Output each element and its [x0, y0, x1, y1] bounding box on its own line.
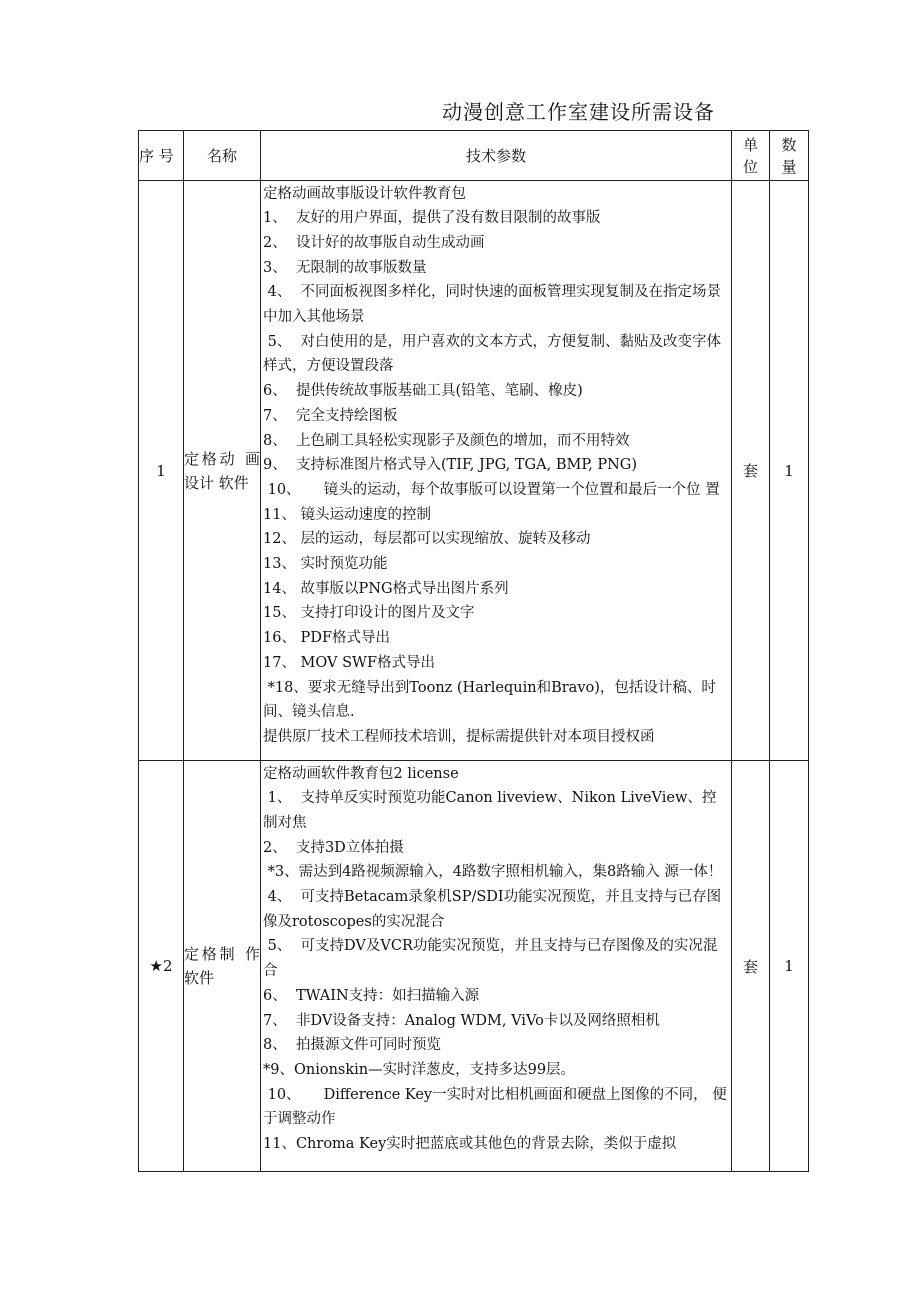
spec-line: 4、 不同面板视图多样化，同时快速的面板管理实现复制及在指定场景中加入其他场景 — [263, 284, 722, 326]
spec-line: 1、 友好的用户界面，提供了没有数目限制的故事版 — [263, 210, 601, 227]
spec-line: 2、 支持3D立体拍摄 — [263, 839, 404, 856]
spec-line: *18、要求无缝导出到Toonz (Harlequin和Bravo)，包括设计稿、时间、镜头信息. — [263, 679, 716, 721]
header-unit: 单 位 — [732, 131, 770, 181]
spec-line: *9、Onionskin—实时洋葱皮，支持多达99层。 — [263, 1061, 576, 1078]
spec-line: 定格动画软件教育包2 license — [263, 765, 459, 782]
spec-text-block — [261, 182, 731, 760]
row-unit: 套 — [732, 181, 770, 761]
spec-line: 2、 设计好的故事版自动生成动画 — [263, 234, 485, 251]
row-index: 1 — [139, 181, 184, 761]
spec-line: 12、 层的运动，每层都可以实现缩放、旋转及移动 — [263, 531, 591, 548]
row-spec — [261, 181, 732, 761]
spec-line: 9、 支持标准图片格式导入(TIF, JPG, TGA, BMP, PNG) — [263, 457, 638, 474]
spec-line: 6、 提供传统故事版基础工具(铅笔、笔刷、橡皮) — [263, 383, 583, 400]
spec-line: 3、 无限制的故事版数量 — [263, 259, 427, 276]
spec-line: 1、 支持单反实时预览功能Canon liveview、Nikon LiveView、控制对焦 — [263, 790, 717, 831]
header-qty: 数 量 — [770, 131, 809, 181]
header-name: 名称 — [184, 131, 261, 181]
spec-line: 14、 故事版以PNG格式导出图片系列 — [263, 580, 509, 597]
row-name: 定格动 画设计 软件 — [184, 181, 261, 761]
row-qty: 1 — [770, 181, 809, 761]
spec-line: 定格动画故事版设计软件教育包 — [263, 185, 466, 202]
row-qty: 1 — [770, 761, 809, 1172]
spec-line: 10、 镜头的运动，每个故事版可以设置第一个位置和最后一个位 置 — [263, 481, 720, 498]
row-name: 定格制 作软件 — [184, 761, 261, 1172]
star-mark-icon: ★ — [149, 957, 163, 975]
spec-line: 8、 拍摄源文件可同时预览 — [263, 1037, 441, 1054]
spec-line: 17、 MOV SWF格式导出 — [263, 654, 436, 671]
spec-line: 15、 支持打印设计的图片及文字 — [263, 605, 475, 622]
document-title: 动漫创意工作室建设所需设备 — [442, 100, 715, 124]
spec-line: *3、需达到4路视频源输入，4路数字照相机输入，集8路输入 源一体！ — [263, 864, 723, 881]
spec-line: 5、 可支持DV及VCR功能实况预览，并且支持与已存图像及的实况混合 — [263, 938, 718, 980]
spec-line: 10、 Difference Key一实时对比相机画面和硬盘上图像的不同， 便于调整动作 — [263, 1086, 727, 1128]
spec-line: 8、 上色刷工具轻松实现影子及颜色的增加，而不用特效 — [263, 432, 630, 449]
header-spec: 技术参数 — [261, 131, 732, 181]
table-row — [139, 181, 809, 761]
spec-line: 11、 镜头运动速度的控制 — [263, 506, 432, 523]
spec-line: 13、 实时预览功能 — [263, 556, 388, 573]
spec-line: 提供原厂技术工程师技术培训，提标需提供针对本项目授权函 — [263, 728, 655, 745]
table-row — [139, 761, 809, 1172]
spec-line: 7、 非DV设备支持：Analog WDM, ViVo卡以及网络照相机 — [263, 1012, 660, 1029]
header-index: 序 号 — [139, 131, 184, 181]
spec-line: 5、 对白使用的是，用户喜欢的文本方式，方便复制、黏贴及改变字体样式，方便设置段落 — [263, 333, 722, 375]
spec-text-block — [261, 762, 731, 1171]
spec-line: 7、 完全支持绘图板 — [263, 407, 398, 424]
spec-line: 4、 可支持Betacam录象机SP/SDI功能实况预览，并且支持与已存图像及rotoscopes的实况混合 — [263, 889, 722, 930]
spec-line: 16、 PDF格式导出 — [263, 630, 391, 647]
row-spec — [261, 761, 732, 1172]
spec-line: 6、 TWAIN支持：如扫描输入源 — [263, 987, 480, 1004]
spec-line: 11、Chroma Key实时把蓝底或其他色的背景去除，类似于虚拟 — [263, 1136, 677, 1153]
row-index: ★2 — [139, 761, 184, 1172]
header-row — [139, 131, 809, 181]
row-unit: 套 — [732, 761, 770, 1172]
equipment-table — [138, 130, 809, 1172]
